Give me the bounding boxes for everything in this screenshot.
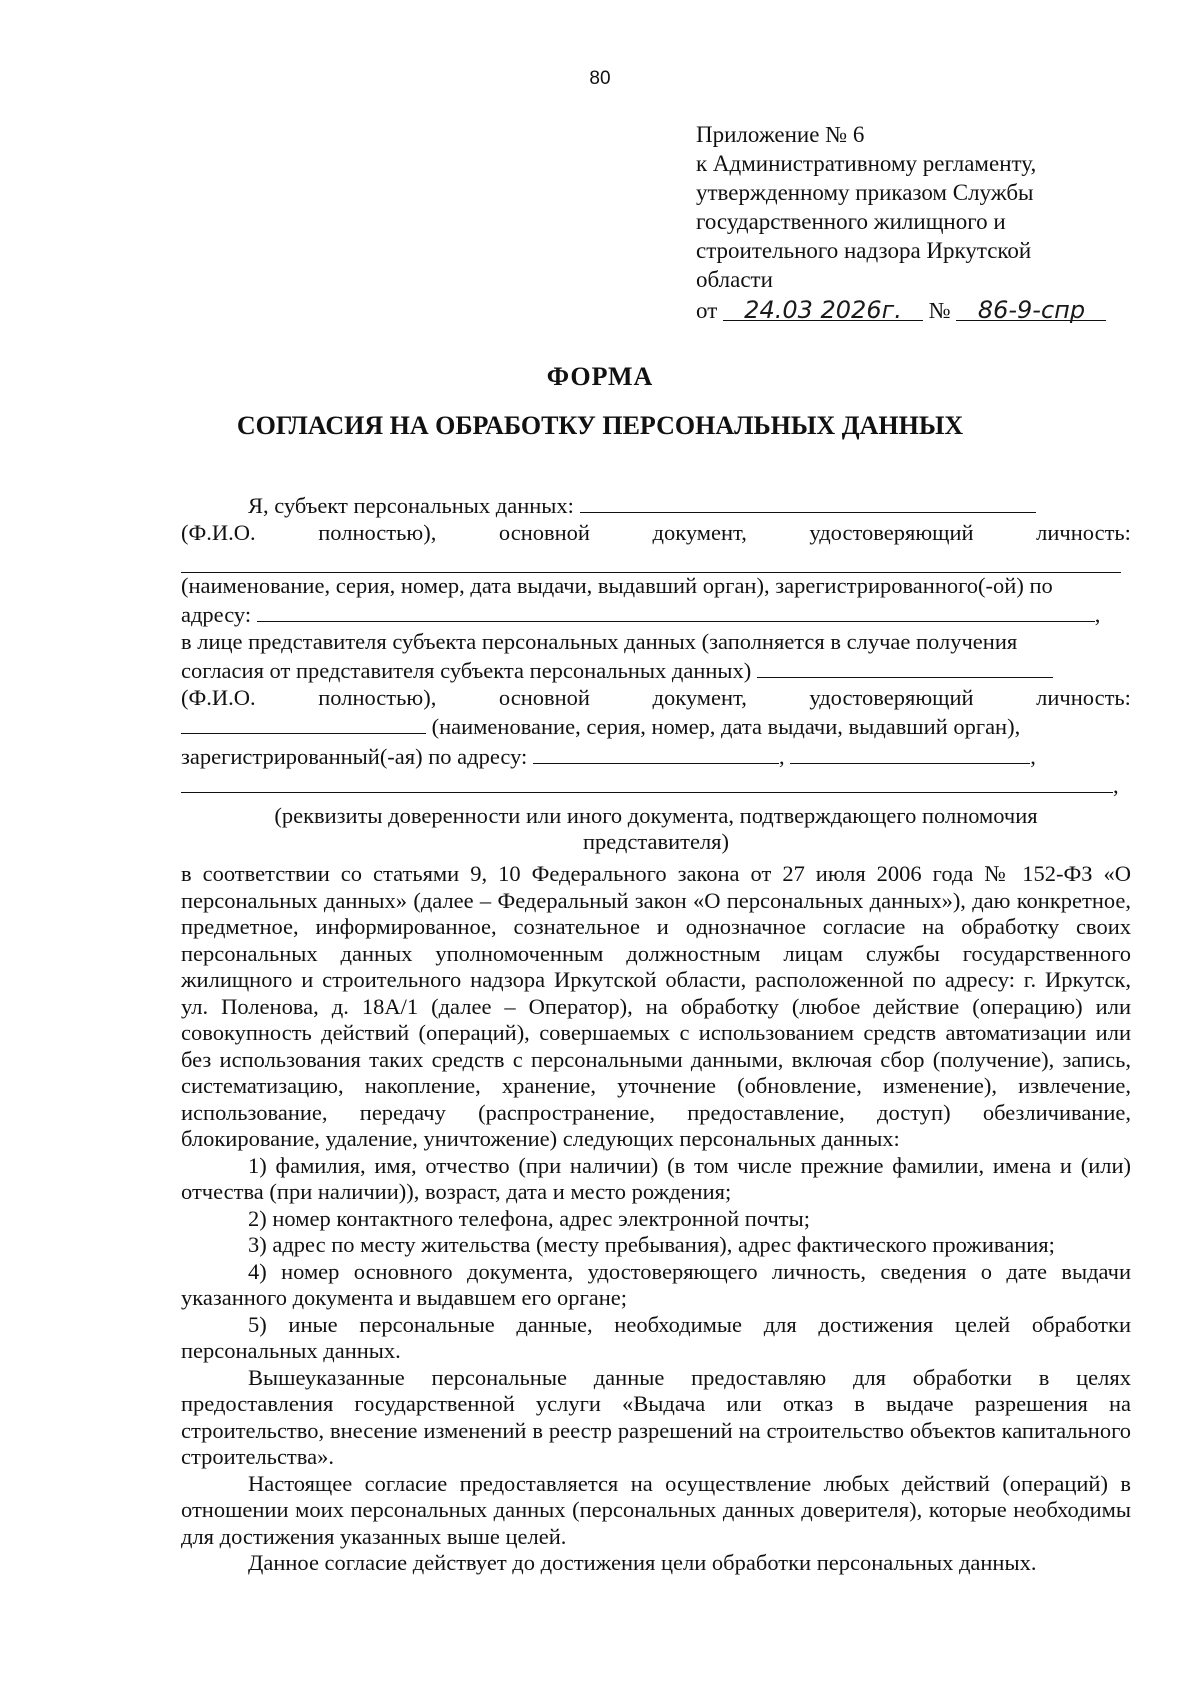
subject-blank[interactable] xyxy=(580,490,1036,513)
date-prefix: от xyxy=(696,298,718,323)
fio-word: (Ф.И.О. xyxy=(181,684,256,710)
consent-text xyxy=(181,861,1131,1577)
appendix-line: Приложение № 6 xyxy=(696,122,865,147)
blank-full-line[interactable] xyxy=(181,546,1121,573)
form-subtitle: СОГЛАСИЯ НА ОБРАБОТКУ ПЕРСОНАЛЬНЫХ ДАННЫХ xyxy=(236,411,964,440)
date-field xyxy=(723,296,923,324)
fio-row-2 xyxy=(181,685,1131,712)
fio-word: документ, xyxy=(652,684,747,710)
rep-line-2 xyxy=(181,655,1131,685)
fio-word: основной xyxy=(498,519,590,545)
rep-blank[interactable] xyxy=(757,655,1053,678)
fio-word: удостоверяющий xyxy=(809,684,974,710)
power-caption: (реквизиты доверенности или иного документа, подтверждающего полномочия xyxy=(274,802,1038,828)
comma: , xyxy=(1113,773,1119,798)
power-caption-2: представителя) xyxy=(582,829,730,854)
power-blank-line xyxy=(181,770,1131,800)
fio-word: полностью), xyxy=(318,684,437,710)
registered-line xyxy=(181,741,1131,771)
comma: , xyxy=(1094,602,1101,627)
rep-label: согласия от представителя субъекта персональных данных) xyxy=(181,658,752,683)
form-block xyxy=(181,490,1131,856)
fio-word: документ, xyxy=(652,519,747,545)
form-title: ФОРМА xyxy=(546,362,654,391)
subject-label: Я, субъект персональных данных: xyxy=(248,493,574,518)
doc-description-2: (наименование, серия, номер, дата выдачи, выдавший орган), xyxy=(431,714,1021,739)
registered-label: зарегистрированный(-ая) по адресу: xyxy=(181,743,528,769)
fio-word: основной xyxy=(498,684,590,710)
subject-line xyxy=(181,490,1131,520)
list-item: 4) номер основного документа, удостоверяющего личность, сведения о дате выдачи указанного документа и выдавшем его органе; xyxy=(181,1258,1131,1310)
purpose-paragraph: Вышеуказанные персональные данные предоставляю для обработки в целях предоставления государственной услуги «Выдача или отказ в выдаче разрешения на строительство, внесение изменений в реестр разрешений на строительство объектов капитального строительства». xyxy=(181,1364,1131,1469)
address-blank[interactable] xyxy=(257,599,1095,622)
number-field xyxy=(956,296,1106,324)
appendix-line: к Административному регламенту, xyxy=(696,151,1037,176)
appendix-line: государственного жилищного и xyxy=(696,209,1006,234)
doc-blank[interactable] xyxy=(181,711,426,734)
appendix-line: строительного надзора Иркутской xyxy=(696,238,1032,263)
list-item: 2) номер контактного телефона, адрес электронной почты; xyxy=(248,1205,810,1231)
fio-word: (Ф.И.О. xyxy=(181,519,256,545)
doc-desc-2-line xyxy=(181,711,1131,741)
fio-word: личность: xyxy=(1036,684,1131,710)
number-prefix: № xyxy=(928,298,951,323)
list-item: 1) фамилия, имя, отчество (при наличии) (в том числе прежние фамилии, имена и (или) отчества (при наличии)), возраст, дата и место рождения; xyxy=(181,1152,1131,1204)
consent-paragraph: Настоящее согласие предоставляется на осуществление любых действий (операций) в отношении моих персональных данных (персональных данных доверителя), которые необходимы для достижения указанных выше целей. xyxy=(181,1470,1131,1549)
appendix-line: утвержденному приказом Службы xyxy=(696,180,1034,205)
fio-word: удостоверяющий xyxy=(809,519,974,545)
list-item: 5) иные персональные данные, необходимые для достижения целей обработки персональных данных. xyxy=(181,1311,1131,1363)
registered-blank-2[interactable] xyxy=(790,741,1030,764)
appendix-date-line xyxy=(696,296,1166,325)
list-item: 3) адрес по месту жительства (месту пребывания), адрес фактического проживания; xyxy=(248,1232,1055,1257)
main-paragraph: в соответствии со статьями 9, 10 Федерального закона от 27 июля 2006 года № 152-ФЗ «О персональных данных» (далее – Федеральный закон «О персональных данных»), даю конкретное, предметное, информированное, сознательное и однозначное согласие на обработку своих персональных данных уполномоченным должностным лицам службы государственного жилищного и строительного надзора Иркутской области, расположенной по адресу: г. Иркутск, ул. Поленова, д. 18А/1 (далее – Оператор), на обработку (любое действие (операцию) или совокупность действий (операций), совершаемых с использованием средств автоматизации или без использования таких средств с персональными данными, включая сбор (получение), запись, систематизацию, накопление, хранение, уточнение (обновление, изменение), извлечение, использование, передачу (распространение, предоставление, доступ) обезличивание, блокирование, удаление, уничтожение) следующих персональных данных: xyxy=(181,861,1131,1151)
validity-paragraph: Данное согласие действует до достижения цели обработки персональных данных. xyxy=(248,1550,1037,1575)
appendix-line: области xyxy=(696,267,773,292)
comma: , xyxy=(778,743,785,769)
appendix-header xyxy=(696,120,1166,325)
address-label: адресу: xyxy=(181,602,252,627)
rep-line: в лице представителя субъекта персональных данных (заполняется в случае получения xyxy=(181,628,1018,654)
fio-word: полностью), xyxy=(318,519,437,545)
registered-blank-1[interactable] xyxy=(533,741,779,764)
fio-word: личность: xyxy=(1036,519,1131,545)
handwritten-date: 24.03 2026г. xyxy=(744,296,902,324)
doc-description: (наименование, серия, номер, дата выдачи, выдавший орган), зарегистрированного(-ой) по xyxy=(181,572,1053,598)
page-number: 80 xyxy=(589,68,611,89)
power-blank[interactable] xyxy=(181,770,1113,793)
handwritten-number: 86-9-спр xyxy=(977,296,1086,324)
address-line xyxy=(181,599,1131,629)
comma: , xyxy=(1030,743,1036,769)
fio-row xyxy=(181,520,1131,547)
